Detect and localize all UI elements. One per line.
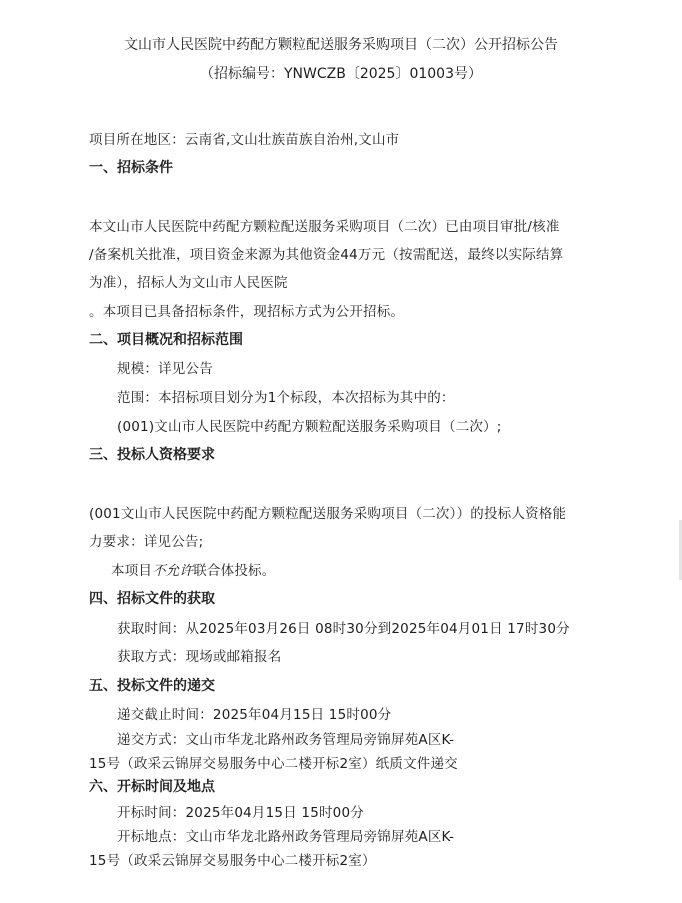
consortium-text-c: 联合体投标。 xyxy=(193,563,276,579)
section-1-paragraph-line-3: 为准），招标人为文山市人民医院 xyxy=(89,275,288,291)
acquisition-method: 获取方式：现场或邮箱报名 xyxy=(117,649,282,665)
submission-deadline: 递交截止时间：2025年04月15日 15时00分 xyxy=(117,707,392,723)
qualification-line-1: (001文山市人民医院中药配方颗粒配送服务采购项目（二次））的投标人资格能 xyxy=(89,506,567,522)
consortium-not-allowed: 不允许 xyxy=(152,563,194,579)
acquisition-time: 获取时间：从2025年03月26日 08时30分到2025年04月01日 17时30分 xyxy=(117,621,570,637)
section-4-heading: 四、招标文件的获取 xyxy=(89,591,215,607)
section-2-heading: 二、项目概况和招标范围 xyxy=(89,332,243,348)
project-scope: 范围：本招标项目划分为1个标段，本次招标为其中的： xyxy=(117,390,455,406)
lot-item: (001)文山市人民医院中药配方颗粒配送服务采购项目（二次）; xyxy=(117,419,502,435)
section-1-paragraph-line-1: 本文山市人民医院中药配方颗粒配送服务采购项目（二次）已由项目审批/核准 xyxy=(89,219,560,235)
opening-place-line-1: 开标地点：文山市华龙北路州政务管理局旁锦屏苑A区K- xyxy=(117,829,455,845)
submission-method-line-1: 递交方式：文山市华龙北路州政务管理局旁锦屏苑A区K- xyxy=(117,732,455,748)
bid-number: （招标编号：YNWCZB〔2025〕01003号） xyxy=(199,66,482,82)
qualification-line-2: 力要求：详见公告; xyxy=(89,534,204,550)
document-title: 文山市人民医院中药配方颗粒配送服务采购项目（二次）公开招标公告 xyxy=(124,37,558,53)
section-5-heading: 五、投标文件的递交 xyxy=(89,678,215,694)
project-scale: 规模：详见公告 xyxy=(117,361,213,377)
submission-method-line-2: 15号（政采云锦屏交易服务中心二楼开标2室）纸质文件递交 xyxy=(89,756,458,772)
section-1-heading: 一、招标条件 xyxy=(89,160,173,176)
section-1-paragraph-line-4: 。本项目已具备招标条件，现招标方式为公开招标。 xyxy=(89,304,405,320)
section-6-heading: 六、开标时间及地点 xyxy=(89,779,215,795)
consortium-statement xyxy=(111,562,275,580)
opening-time: 开标时间：2025年04月15日 15时00分 xyxy=(117,805,364,821)
project-location: 项目所在地区：云南省,文山壮族苗族自治州,文山市 xyxy=(89,132,400,148)
section-1-paragraph-line-2: /备案机关批准，项目资金来源为其他资金44万元（按需配送，最终以实际结算 xyxy=(89,247,564,263)
section-3-heading: 三、投标人资格要求 xyxy=(89,447,215,463)
consortium-text-a: 本项目 xyxy=(111,563,153,579)
opening-place-line-2: 15号（政采云锦屏交易服务中心二楼开标2室） xyxy=(89,853,376,869)
